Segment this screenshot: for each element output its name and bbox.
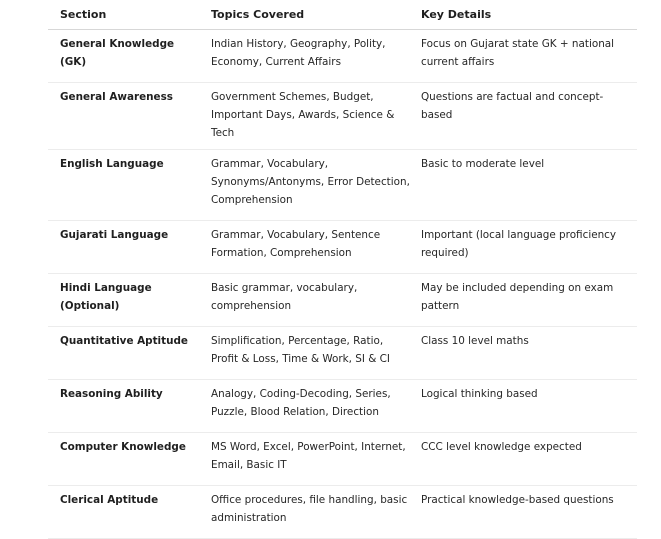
details-cell: Important (local language proficiency required)	[421, 221, 637, 274]
section-cell: Computer Knowledge	[48, 433, 211, 486]
details-cell: Basic to moderate level	[421, 150, 637, 221]
details-cell: May be included depending on exam pattern	[421, 274, 637, 327]
header-row	[48, 0, 637, 30]
details-cell: CCC level knowledge expected	[421, 433, 637, 486]
table-row	[48, 30, 637, 83]
topics-cell: Office procedures, file handling, basic administration	[211, 486, 421, 539]
topics-cell: MS Word, Excel, PowerPoint, Internet, Email, Basic IT	[211, 433, 421, 486]
table-row	[48, 433, 637, 486]
section-cell: General Awareness	[48, 83, 211, 150]
section-cell: Reasoning Ability	[48, 380, 211, 433]
topics-cell: Simplification, Percentage, Ratio, Profit & Loss, Time & Work, SI & CI	[211, 327, 421, 380]
topics-cell: Analogy, Coding-Decoding, Series, Puzzle, Blood Relation, Direction	[211, 380, 421, 433]
table-row	[48, 274, 637, 327]
details-cell: Class 10 level maths	[421, 327, 637, 380]
section-cell: General Knowledge (GK)	[48, 30, 211, 83]
section-cell: Hindi Language (Optional)	[48, 274, 211, 327]
topics-cell: Indian History, Geography, Polity, Economy, Current Affairs	[211, 30, 421, 83]
details-cell: Questions are factual and concept-based	[421, 83, 637, 150]
topics-cell: Basic grammar, vocabulary, comprehension	[211, 274, 421, 327]
table-row	[48, 486, 637, 539]
topics-cell: Government Schemes, Budget, Important Days, Awards, Science & Tech	[211, 83, 421, 150]
table-row	[48, 150, 637, 221]
section-cell: Gujarati Language	[48, 221, 211, 274]
table-row	[48, 83, 637, 150]
section-cell: English Language	[48, 150, 211, 221]
details-cell: Logical thinking based	[421, 380, 637, 433]
section-cell: Clerical Aptitude	[48, 486, 211, 539]
details-cell: Practical knowledge-based questions	[421, 486, 637, 539]
table-row	[48, 380, 637, 433]
details-cell: Focus on Gujarat state GK + national current affairs	[421, 30, 637, 83]
table-row	[48, 327, 637, 380]
section-cell: Quantitative Aptitude	[48, 327, 211, 380]
topics-cell: Grammar, Vocabulary, Sentence Formation, Comprehension	[211, 221, 421, 274]
header-key-details: Key Details	[421, 0, 637, 30]
syllabus-table	[48, 0, 637, 539]
header-section: Section	[48, 0, 211, 30]
header-topics-covered: Topics Covered	[211, 0, 421, 30]
table-header	[48, 0, 637, 30]
table-row	[48, 221, 637, 274]
topics-cell: Grammar, Vocabulary, Synonyms/Antonyms, Error Detection, Comprehension	[211, 150, 421, 221]
table-body	[48, 30, 637, 539]
